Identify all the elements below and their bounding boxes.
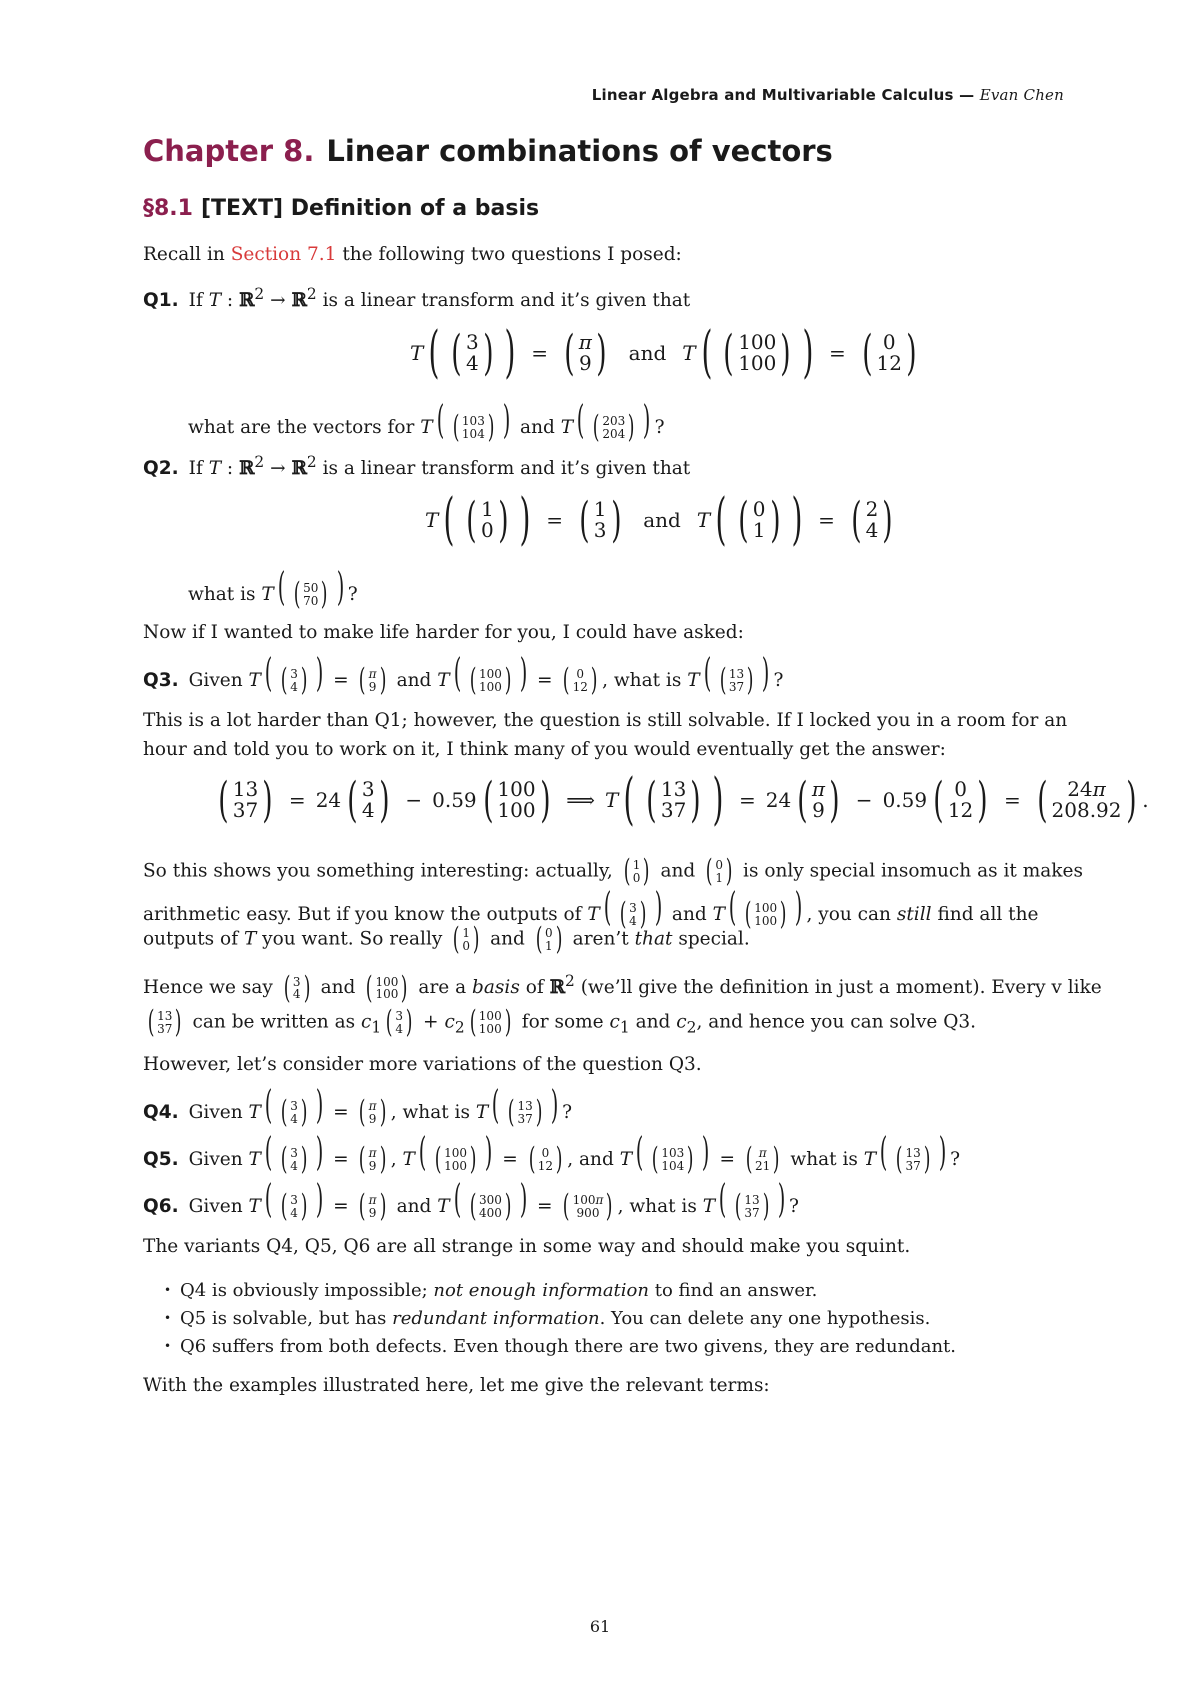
para2-text-6: outputs of	[143, 928, 239, 950]
q2-statement: is a linear transform and it’s given that	[322, 458, 691, 480]
q1-question: what are the vectors for T( ( 103 104 ) ) and T( ( 203 204 ) ) ?	[188, 398, 665, 446]
section-heading	[143, 196, 539, 221]
q3-and: and	[396, 670, 432, 691]
q5-what: what is	[790, 1149, 858, 1170]
q1-and2: and	[520, 417, 555, 438]
q1-and: and	[628, 341, 667, 365]
chapter-number: Chapter 8.	[143, 134, 315, 168]
variants-line: The variants Q4, Q5, Q6 are all strange in some way and should make you squint.	[143, 1236, 911, 1257]
para2-still: still	[896, 904, 932, 925]
q2-what: what is	[188, 584, 256, 605]
q4-label: Q4.	[143, 1102, 179, 1123]
q4-end: ?	[562, 1102, 573, 1123]
para2-line3: outputs of T you want. So really ( 1 0 ) and ( 0 1 ) aren’t that special.	[143, 921, 750, 957]
q1-end: ?	[654, 417, 665, 438]
para1-line2: hour and told you to work on it, I think many of you would eventually get the answer:	[143, 739, 946, 760]
q3-solution-equation: ( 13 37 ) = 24 ( 3 4 ) − 0.59 ( 100 100 ) ⟹ T ( ( 13 37 ) ) = 24 ( π 9 ) − 0.59 ( 0 12 ) = ( 24π 208.92 ) .	[218, 767, 1149, 832]
running-header	[592, 86, 1064, 104]
para2-text-2: is only special insomuch as it makes	[743, 860, 1083, 882]
q3-what: , what is	[602, 670, 682, 691]
para3-line1: Hence we say ( 3 4 ) and ( 100 100 ) are a basis of ℝ$^2$ (we’ll give the definition in just a moment). Every v like	[143, 969, 1102, 1006]
q2-display-equation: T ( ( 1 0 ) ) = ( 1 3 ) and T ( ( 0 1 ) ) = ( 2 4 )	[425, 487, 893, 552]
q3-line: Q3. Given T( ( 3 4 ) ) = ( π 9 ) and T( ( 100 100 ) ) = ( 0 12 ) , what is T( ( 13 37 ) ) ?	[143, 651, 784, 699]
para2-text-5: find all the	[937, 904, 1039, 925]
para3-text-2: are a	[418, 977, 467, 999]
intro-line	[143, 244, 682, 265]
para3-of: of	[525, 977, 544, 999]
chapter-heading	[143, 134, 833, 168]
list-item: • Q5 is solvable, but has redundant information. You can delete any one hypothesis.	[180, 1308, 956, 1329]
para1-line1: This is a lot harder than Q1; however, the question is still solvable. If I locked you in a room for an	[143, 710, 1068, 731]
q6-end: ?	[789, 1196, 799, 1217]
q3-label: Q3.	[143, 670, 179, 691]
q1-statement: is a linear transform and it’s given that	[322, 290, 691, 312]
para2-and-3: and	[490, 928, 525, 950]
q2-label: Q2.	[143, 458, 179, 480]
q6-given: Given	[188, 1196, 243, 1217]
para3-line2: ( 13 37 ) can be written as $c_1$ ( 3 4 ) + $c_2$ ( 100 100 ) for some $c_1$ and $c_2$, and hence you can solve Q3.	[147, 1004, 977, 1040]
para3-and-2: and	[635, 1011, 671, 1033]
q2-and: and	[643, 508, 681, 532]
q2-if: If	[188, 458, 203, 480]
chapter-title: Linear combinations of vectors	[326, 134, 833, 168]
q1-what: what are the vectors for	[188, 417, 415, 438]
q3-end: ?	[773, 670, 784, 691]
q6-line: Q6. Given T( ( 3 4 ) ) = ( π 9 ) and T( ( 300 400 ) ) = ( 100π 900 ) , what is T( ( 13 37 ) ) ?	[143, 1177, 799, 1225]
q1-label: Q1.	[143, 290, 179, 312]
para2-special: special.	[678, 928, 750, 950]
para3-text-4: can be written as	[192, 1011, 356, 1033]
para2-text: So this shows you something interesting: actually,	[143, 860, 613, 882]
q1-if: If	[188, 290, 203, 312]
q4-line: Q4. Given T( ( 3 4 ) ) = ( π 9 ) , what is T( ( 13 37 ) ) ?	[143, 1083, 573, 1131]
book-title: Linear Algebra and Multivariable Calculus —	[591, 86, 975, 104]
list-item: • Q6 suffers from both defects. Even though there are two givens, they are redundant.	[180, 1336, 956, 1357]
q4-what: , what is	[390, 1102, 470, 1123]
q2-end: ?	[347, 584, 358, 605]
para2-text-4: , you can	[806, 904, 891, 925]
para3-text-5: for some	[521, 1011, 604, 1033]
q5-end: ?	[950, 1149, 960, 1170]
para2-arent: aren’t	[572, 928, 629, 950]
para2-line1: So this shows you something interesting: actually, ( 1 0 ) and ( 0 1 ) is only special insomuch as it makes	[143, 853, 1083, 889]
para2-line2: arithmetic easy. But if you know the outputs of T( ( 3 4 ) ) and T( ( 100 100 ) ) , you can still find all the	[143, 885, 1039, 933]
section-number: §8.1	[143, 196, 193, 221]
para2-and: and	[660, 860, 696, 882]
variations-line: However, let’s consider more variations of the question Q3.	[143, 1054, 702, 1075]
q1-line: Q1. If T : ℝ$^2$ → ℝ$^2$ is a linear transform and it’s given that	[143, 285, 691, 312]
q6-what: , what is	[617, 1196, 697, 1217]
para2-text-7: you want. So really	[262, 928, 443, 950]
para2-that: that	[634, 928, 673, 950]
q5-label: Q5.	[143, 1149, 179, 1170]
intro-text-2: the following two questions I posed:	[342, 244, 682, 265]
q5-given: Given	[188, 1149, 243, 1170]
page-number: 61	[589, 1617, 611, 1636]
list-item: • Q4 is obviously impossible; not enough information to find an answer.	[180, 1280, 956, 1301]
para2-and-2: and	[671, 904, 707, 925]
para3-basis: basis	[472, 977, 520, 999]
q4-given: Given	[188, 1102, 243, 1123]
para3-text-6: , and hence you can solve Q3.	[696, 1011, 977, 1033]
author-name: Evan Chen	[979, 86, 1064, 104]
para3-text: Hence we say	[143, 977, 273, 999]
section-title: [TEXT] Definition of a basis	[200, 196, 540, 221]
q1-display-equation: T ( ( 3 4 ) ) = ( π 9 ) and T ( ( 100 100 ) ) = ( 0 12 )	[410, 320, 917, 385]
para2-text-3: arithmetic easy. But if you know the outputs of	[143, 904, 582, 925]
para3-text-3: (we’ll give the definition in just a moment). Every v like	[580, 977, 1102, 999]
closing-line: With the examples illustrated here, let me give the relevant terms:	[143, 1375, 770, 1396]
q6-and: and	[396, 1196, 432, 1217]
q3-given: Given	[188, 670, 243, 691]
q5-line: Q5. Given T( ( 3 4 ) ) = ( π 9 ) , T( ( 100 100 ) ) = ( 0 12 ) , and T( ( 103 104 ) ) = ( π 21 ) what is T( ( 13 37 ) ) ?	[143, 1130, 960, 1178]
harder-line: Now if I wanted to make life harder for you, I could have asked:	[143, 622, 744, 643]
q5-and: , and	[567, 1149, 614, 1170]
q2-line: Q2. If T : ℝ$^2$ → ℝ$^2$ is a linear transform and it’s given that	[143, 453, 691, 480]
para3-and: and	[320, 977, 356, 999]
section-link[interactable]: Section 7.1	[230, 244, 337, 265]
q6-label: Q6.	[143, 1196, 179, 1217]
defects-list	[180, 1280, 956, 1364]
intro-text: Recall in	[143, 244, 225, 265]
q2-question: what is T( ( 50 70 ) ) ?	[188, 565, 358, 613]
